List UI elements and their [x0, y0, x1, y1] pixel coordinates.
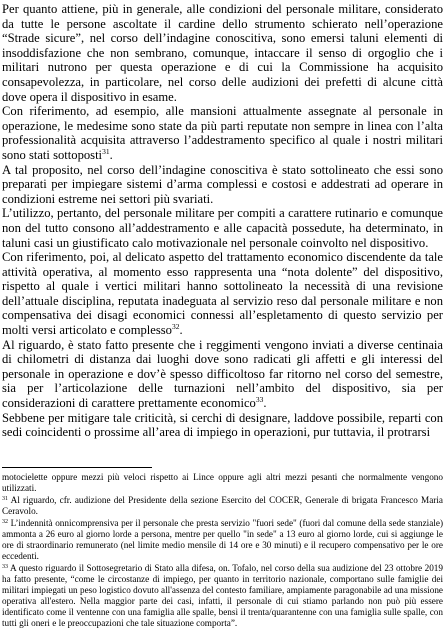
footnote-ref[interactable]: 32: [171, 322, 180, 332]
footnote-number: 32: [2, 519, 8, 525]
paragraph-text: A tal proposito, nel corso dell’indagine conoscitiva è stato sottolineato che essi sono preparati per impiegare sistemi d’arma complessi e costosi e addestrati ad operare in condizioni estreme nei settori più svariati.: [2, 162, 443, 206]
paragraph: [2, 206, 443, 250]
footnote-text: Al riguardo, cfr. audizione del Presidente della sezione Esercito del COCER, Generale di brigata Francesco Maria Ceravolo.: [2, 495, 443, 516]
footnotes: [2, 472, 443, 630]
footnote: [2, 472, 443, 494]
footnote-ref[interactable]: 33: [255, 395, 264, 405]
footnote: [2, 495, 443, 517]
footnote-number: 33: [2, 564, 8, 570]
paragraph-text: Per quanto attiene, più in generale, alle condizioni del personale militare, considerato da tutte le persone ascoltate il cardine dello strumento schierato nell’operazione “Strade sicure”, nel corso dell’indagine conoscitiva, sono emersi taluni elementi di insoddisfazione che non sembrano, comunque, intaccare il senso di orgoglio che i militari nutrono per questa operazione e di cui la Commissione ha acquisito consapevolezza, in particolare, nel corso delle audizioni dei prefetti di alcune città dove opera il dispositivo in esame.: [2, 2, 443, 104]
paragraph: [2, 338, 443, 411]
paragraph-punct: .: [263, 396, 267, 411]
footnote-text: A questo riguardo il Sottosegretario di Stato alla difesa, on. Tofalo, nel corso della sua audizione del 23 ottobre 2019 ha fatto presente, “come le circostanze di impiego, per quanto in territorio nazionale, comportano sulle famiglie dei militari impiegati un peso logistico dovuto all'assenza del contesto familiare, ampiamente paragonabile ad una missione operativa all'estero. Nella maggior parte dei casi, infatti, il personale di cui stiamo parlando non può più essere identificato come il ventenne con una famiglia alle spalle, bensì il trenta/quarantenne con una famiglia sulle spalle, con tutti gli oneri e le preoccupazioni che tale situazione comporta”.: [2, 563, 443, 628]
footnote-divider: [2, 467, 152, 468]
paragraph-text: L’utilizzo, pertanto, del personale militare per compiti a carattere rutinario e comunque non del tutto consono all’addestramento e alle capacità possedute, ha determinato, in taluni casi un giustificato calo motivazionale nel personale coinvolto nel dispositivo.: [2, 206, 443, 250]
main-text: [2, 2, 443, 440]
paragraph: [2, 163, 443, 207]
footnote: [2, 518, 443, 562]
paragraph: [2, 250, 443, 338]
paragraph-text: Al riguardo, è stato fatto presente che i reggimenti vengono inviati a diverse centinaia di chilometri di distanza dai luoghi dove sono radicati gli affetti e gli interessi del personale in operazione e dov’è spesso difficoltoso far ritorno nel corso del semestre, sia per l’articolazione delle turnazioni nell’ambito del dispositivo, sia per considerazioni di carattere prettamente economico: [2, 337, 443, 411]
footnote-text: L’indennità onnicomprensiva per il personale che presta servizio "fuori sede" (fuori dal comune della sede stanziale) ammonta a 26 euro al giorno lorde a persona, mentre per quello "in sede" a 13 euro al giorno lorde, cui si aggiunge le ore di straordinario remunerato (nel limite medio mensile di 14 ore e 30 minuti) e il recupero compensativo per le ore eccedenti.: [2, 518, 443, 561]
footnote-text: motocielette oppure mezzi più veloci rispetto ai Lince oppure agli altri mezzi pesanti che normalmente vengono utilizzati.: [2, 472, 443, 493]
paragraph-punct: .: [179, 323, 183, 338]
paragraph: [2, 2, 443, 104]
paragraph-text: Con riferimento, ad esempio, alle mansioni attualmente assegnate al personale in operazione, le medesime sono state da più parti reputate non sempre in linea con l’alta professionalità acquisita attraverso l’addestramento specifico al quale i nostri militari sono stati sottoposti: [2, 104, 443, 162]
paragraph: [2, 411, 443, 440]
footnote-number: 31: [2, 496, 8, 502]
paragraph-text: Con riferimento, poi, al delicato aspetto del trattamento economico discendente da tale attività operativa, al momento esso rappresenta una “nota dolente” del dispositivo, rispetto al quale i vertici militari hanno sottolineato la necessità di una revisione dell’attuale disciplina, reputata inadeguata al servizio reso dal personale militare e non compensativa dei disagi economici connessi all’espletamento di questo servizio per molti versi articolato e complesso: [2, 250, 443, 338]
footnote-ref[interactable]: 31: [102, 146, 110, 156]
footnote: [2, 563, 443, 629]
paragraph: [2, 104, 443, 162]
paragraph-text: Sebbene per mitigare tale criticità, si cerchi di designare, laddove possibile, reparti con sedi coincidenti o prossime all’area di impiego in operazioni, pur tuttavia, il protrarsi: [2, 410, 443, 440]
paragraph-punct: .: [109, 147, 113, 162]
